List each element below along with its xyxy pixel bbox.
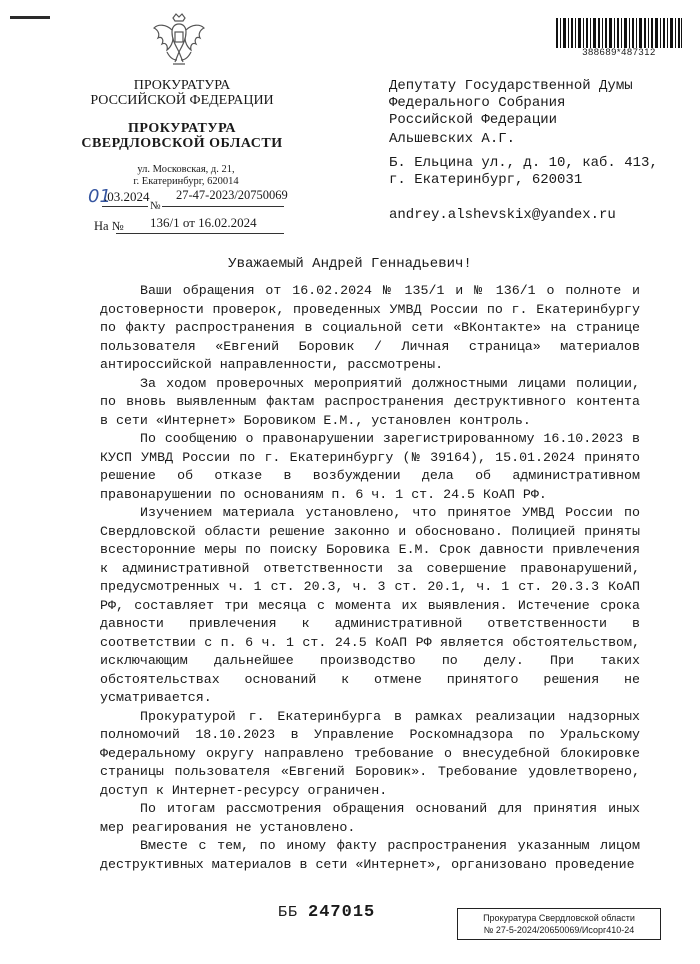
org-line: ПРОКУРАТУРА [133, 78, 231, 93]
letter-date: .03.2024 [104, 189, 150, 204]
handwritten-day: 01 [88, 186, 111, 207]
registration-number: 27-47-2023/20750069 [176, 188, 288, 202]
number-sign: № [150, 200, 161, 212]
recipient-line: Федерального Собрания [389, 95, 566, 111]
barcode-image [556, 18, 682, 48]
issuer-org [66, 78, 298, 108]
recipient-name: Альшевских А.Г. [389, 131, 516, 147]
reply-to-label: На № [94, 219, 124, 233]
recipient-line: Депутату Государственной Думы [389, 78, 633, 94]
stamp-line: № 27-5-2024/20650069/Исорг410-24 [483, 925, 635, 935]
stamp-line: Прокуратура Свердловской области [483, 913, 635, 923]
registration-stamp [457, 908, 661, 940]
recipient-title [389, 78, 679, 129]
org-line: СВЕРДЛОВСКОЙ ОБЛАСТИ [81, 136, 283, 151]
issuer-address-line: ул. Московская, д. 21, [137, 164, 235, 175]
reply-underline [116, 233, 284, 234]
barcode-number: 388689*487312 [582, 47, 656, 58]
recipient-address [389, 155, 679, 189]
serial-prefix: ББ [278, 904, 299, 921]
org-line: ПРОКУРАТУРА [127, 121, 237, 136]
date-underline [102, 206, 148, 207]
letter-body [100, 282, 640, 874]
form-serial [278, 903, 375, 922]
body-paragraph: Прокуратурой г. Екатеринбурга в рамках реализации надзорных полномочий 18.10.2023 в Управление Роскомнадзора по Уральскому Федеральному округу направлено требование о внесудебной блокировке страницы пользователя «Евгений Боровик». Требование удовлетворено, доступ к Интернет-ресурсу ограничен. [100, 708, 640, 798]
serial-number: 247015 [308, 903, 376, 922]
body-paragraph: За ходом проверочных мероприятий должностными лицами полиции, по вновь выявленным фактам распространения деструктивного контента в сети «Интернет» Боровиком Е.М., установлен контроль. [100, 375, 640, 428]
body-paragraph: Изучением материала установлено, что принятое УМВД России по Свердловской области решение законно и обосновано. Полицией приняты всесторонние меры по поиску Боровика Е.М. Срок давности привлечения к административной ответственности за совершение правонарушений, предусмотренных ч. 1 ст. 20.3, ч. 3 ст. 20.1, ч. 1 ст. 20.3.3 КоАП РФ, составляет три месяца с момента их выявления. Истечение срока давности привлечения к административной ответственности в соответствии с п. 6 ч. 1 ст. 24.5 КоАП РФ является обстоятельством, исключающим дальнейшее производство по делу. При таких обстоятельствах оснований к отмене принятого решения не усматривается. [100, 505, 640, 705]
issuer-suborg [66, 121, 298, 151]
body-paragraph: Вместе с тем, по иному факту распространения указанным лицом деструктивных материалов в сети «Интернет», организовано проведение [100, 838, 640, 872]
body-paragraph: По сообщению о правонарушении зарегистрированному 16.10.2023 в КУСП УМВД России по г. Екатеринбургу (№ 39164), 15.01.2024 принято решение об отказе в возбуждении дела об административном правонарушении по основаниям п. 6 ч. 1 ст. 24.5 КоАП РФ. [100, 431, 640, 502]
coat-of-arms-icon [150, 12, 208, 72]
reply-to-doc: 136/1 от 16.02.2024 [150, 215, 257, 230]
recipient-line: Российской Федерации [389, 112, 558, 128]
recipient-address-line: Б. Ельцина ул., д. 10, каб. 413, [389, 155, 658, 171]
number-underline [162, 206, 284, 207]
corner-mark [10, 16, 50, 19]
org-line: РОССИЙСКОЙ ФЕДЕРАЦИИ [90, 93, 274, 108]
recipient-address-line: г. Екатеринбург, 620031 [389, 172, 583, 188]
recipient-email: andrey.alshevskix@yandex.ru [389, 207, 616, 223]
greeting: Уважаемый Андрей Геннадьевич! [228, 256, 472, 272]
issuer-address-line: г. Екатеринбург, 620014 [133, 176, 239, 187]
body-paragraph: По итогам рассмотрения обращения оснований для принятия иных мер реагирования не установлено. [100, 801, 640, 835]
body-paragraph: Ваши обращения от 16.02.2024 № 135/1 и № 136/1 о полноте и достоверности проверок, проведенных УМВД России по г. Екатеринбургу по факту распространения в социальной сети «ВКонтакте» на странице пользователя «Евгений Боровик / Личная страница» материалов антироссийской направленности, рассмотрены. [100, 283, 640, 372]
